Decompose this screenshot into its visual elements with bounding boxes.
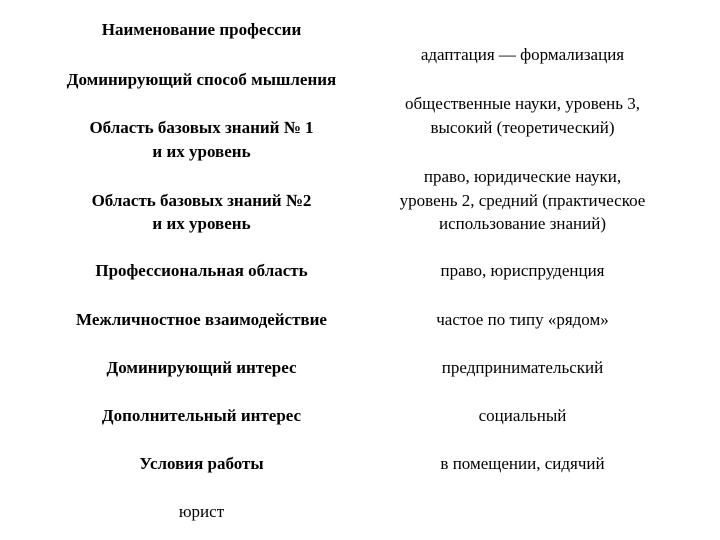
interpersonal-interaction-value: частое по типу «рядом» xyxy=(436,310,609,329)
thinking-mode-label: Доминирующий способ мышления xyxy=(66,70,337,89)
professional-area-label: Профессиональная область xyxy=(95,261,308,280)
additional-interest-label: Дополнительный интерес xyxy=(101,406,302,425)
knowledge-area-2-value-line1: право, юридические науки, xyxy=(423,167,622,186)
work-conditions-value: в помещении, сидячий xyxy=(440,454,605,473)
interpersonal-interaction-label: Межличностное взаимодействие xyxy=(76,310,327,329)
knowledge-area-2-value-line2: уровень 2, средний (практическое xyxy=(399,191,646,210)
additional-interest-value: социальный xyxy=(478,406,567,425)
knowledge-area-1-label-line1: Область базовых знаний № 1 xyxy=(89,118,314,137)
knowledge-area-1-value-line2: высокий (теоретический) xyxy=(430,118,615,137)
professional-area-value: право, юриспруденция xyxy=(440,261,605,280)
profession-name-heading: Наименование профессии xyxy=(101,20,302,39)
work-conditions-label: Условия работы xyxy=(139,454,264,473)
dominant-interest-value: предпринимательский xyxy=(441,358,604,377)
dominant-interest-label: Доминирующий интерес xyxy=(106,358,297,377)
knowledge-area-2-label-line1: Область базовых знаний №2 xyxy=(91,191,312,210)
profession-value: юрист xyxy=(178,502,225,521)
knowledge-area-2-value-line3: использование знаний) xyxy=(438,214,607,233)
knowledge-area-1-value-line1: общественные науки, уровень 3, xyxy=(404,94,641,113)
knowledge-area-2-label-line2: и их уровень xyxy=(152,214,251,233)
thinking-mode-value: адаптация — формализация xyxy=(420,45,625,64)
knowledge-area-1-label-line2: и их уровень xyxy=(152,142,251,161)
